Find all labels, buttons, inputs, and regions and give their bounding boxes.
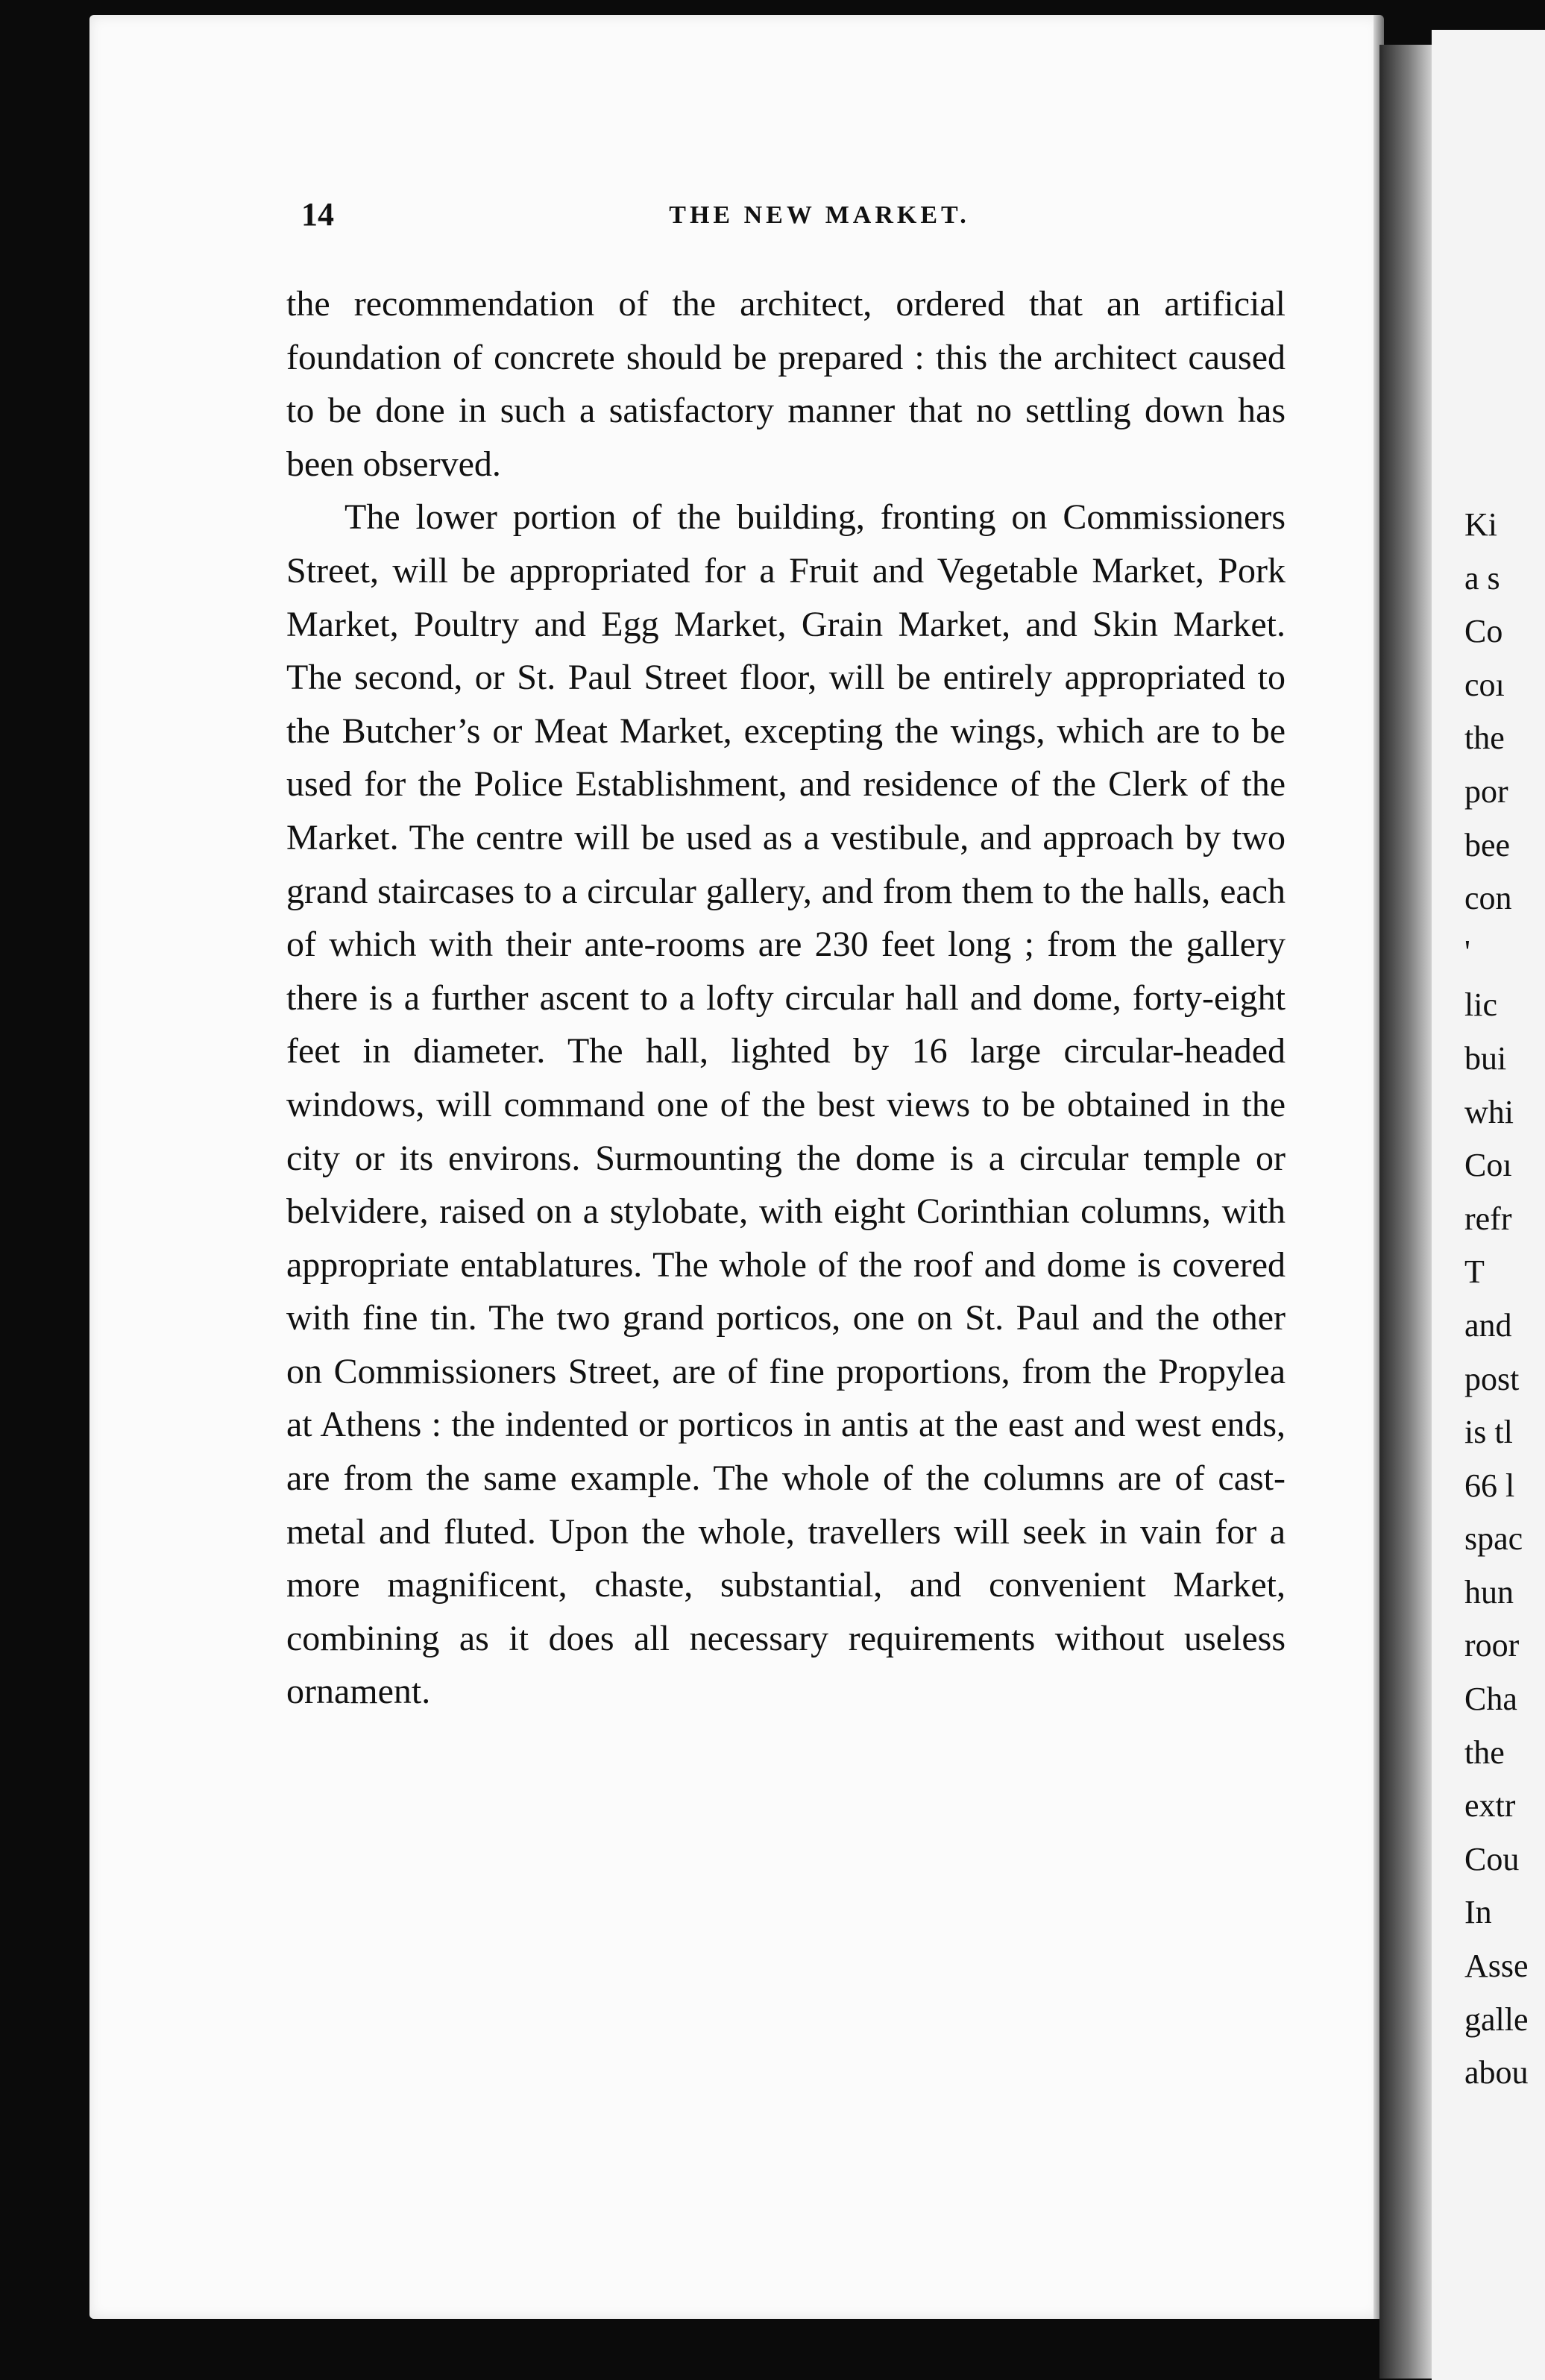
facing-page-fragment: whi [1464, 1093, 1514, 1130]
paragraph: The lower portion of the building, fronting on Commissioners Street, will be appropriated for a Fruit and Vegetable Market, Pork Market, Poultry and Egg Market, Grain Market, and Skin Market. The second, or St. Paul Street floor, will be entirely appropriated to the Butcher’s or Meat Market, excepting the wings, which are to be used for the Police Establishment, and residence of the Clerk of the Market. The centre will be used as a vestibule, and approach by two grand staircases to a circular gallery, and from them to the halls, each of which with their ante-rooms are 230 feet long ; from the gallery there is a further ascent to a lofty circular hall and dome, forty-eight feet in diameter. The hall, lighted by 16 large circular-headed windows, will command one of the best views to be obtained in the city or its environs. Surmounting the dome is a circular temple or belvidere, raised on a stylobate, with eight Corinthian columns, with appropriate entablatures. The whole of the roof and dome is covered with fine tin. The two grand porticos, one on St. Paul and the other on Commissioners Street, are of fine proportions, from the Propylea at Athens : the indented or porticos in antis at the east and west ends, are from the same example. The whole of the columns are of cast-metal and fluted. Upon the whole, travellers will seek in vain for a more magnificent, chaste, substantial, and convenient Market, combining as it does all necessary requirements without useless ornament. [286, 497, 1286, 1712]
facing-page-fragment: galle [1464, 2000, 1529, 2038]
facing-page-fragment: the [1464, 720, 1505, 757]
facing-page-fragment: Ki [1464, 506, 1497, 543]
facing-page-fragment: Cha [1464, 1681, 1517, 1718]
paragraph: the recommendation of the architect, ordered that an artificial foundation of concrete should be prepared : this the architect caused to be done in such a satisfactory manner that no settling down has been observed. [286, 284, 1286, 484]
facing-page-fragment: Cou [1464, 1840, 1520, 1877]
facing-page-fragment: bee [1464, 826, 1511, 863]
body-text [286, 277, 1286, 1719]
page-header [301, 195, 1293, 240]
facing-page-fragment: is tl [1464, 1414, 1513, 1451]
facing-page-fragment: por [1464, 772, 1508, 810]
facing-page-fragment: post [1464, 1360, 1520, 1397]
facing-page-text [1464, 498, 1545, 2100]
facing-page-fragment: Co [1464, 613, 1503, 650]
running-title: THE NEW MARKET. [669, 201, 970, 229]
facing-page-fragment: con [1464, 880, 1512, 917]
facing-page-fragment: T [1464, 1253, 1485, 1291]
page-number: 14 [301, 196, 334, 233]
facing-page-fragment: spac [1464, 1520, 1523, 1558]
facing-page-fragment: the [1464, 1734, 1505, 1771]
facing-page-fragment: Coı [1464, 1147, 1512, 1184]
facing-page-fragment: abou [1464, 2054, 1529, 2091]
facing-page-fragment: refr [1464, 1200, 1512, 1237]
facing-page-fragment: roor [1464, 1627, 1520, 1664]
facing-page-fragment: hun [1464, 1573, 1514, 1611]
facing-page-fragment: coı [1464, 666, 1505, 703]
facing-page-fragment: ' [1464, 933, 1470, 970]
facing-page-fragment: and [1464, 1306, 1512, 1344]
facing-page-fragment: 66 l [1464, 1467, 1515, 1504]
book-gutter [1379, 45, 1432, 2379]
facing-page-fragment: lic [1464, 986, 1497, 1024]
facing-page-fragment: Asse [1464, 1948, 1529, 1985]
facing-page-fragment: bui [1464, 1039, 1507, 1077]
facing-page-fragment: a s [1464, 559, 1500, 596]
facing-page-fragment: extr [1464, 1787, 1516, 1825]
facing-page-fragment: In [1464, 1894, 1492, 1931]
